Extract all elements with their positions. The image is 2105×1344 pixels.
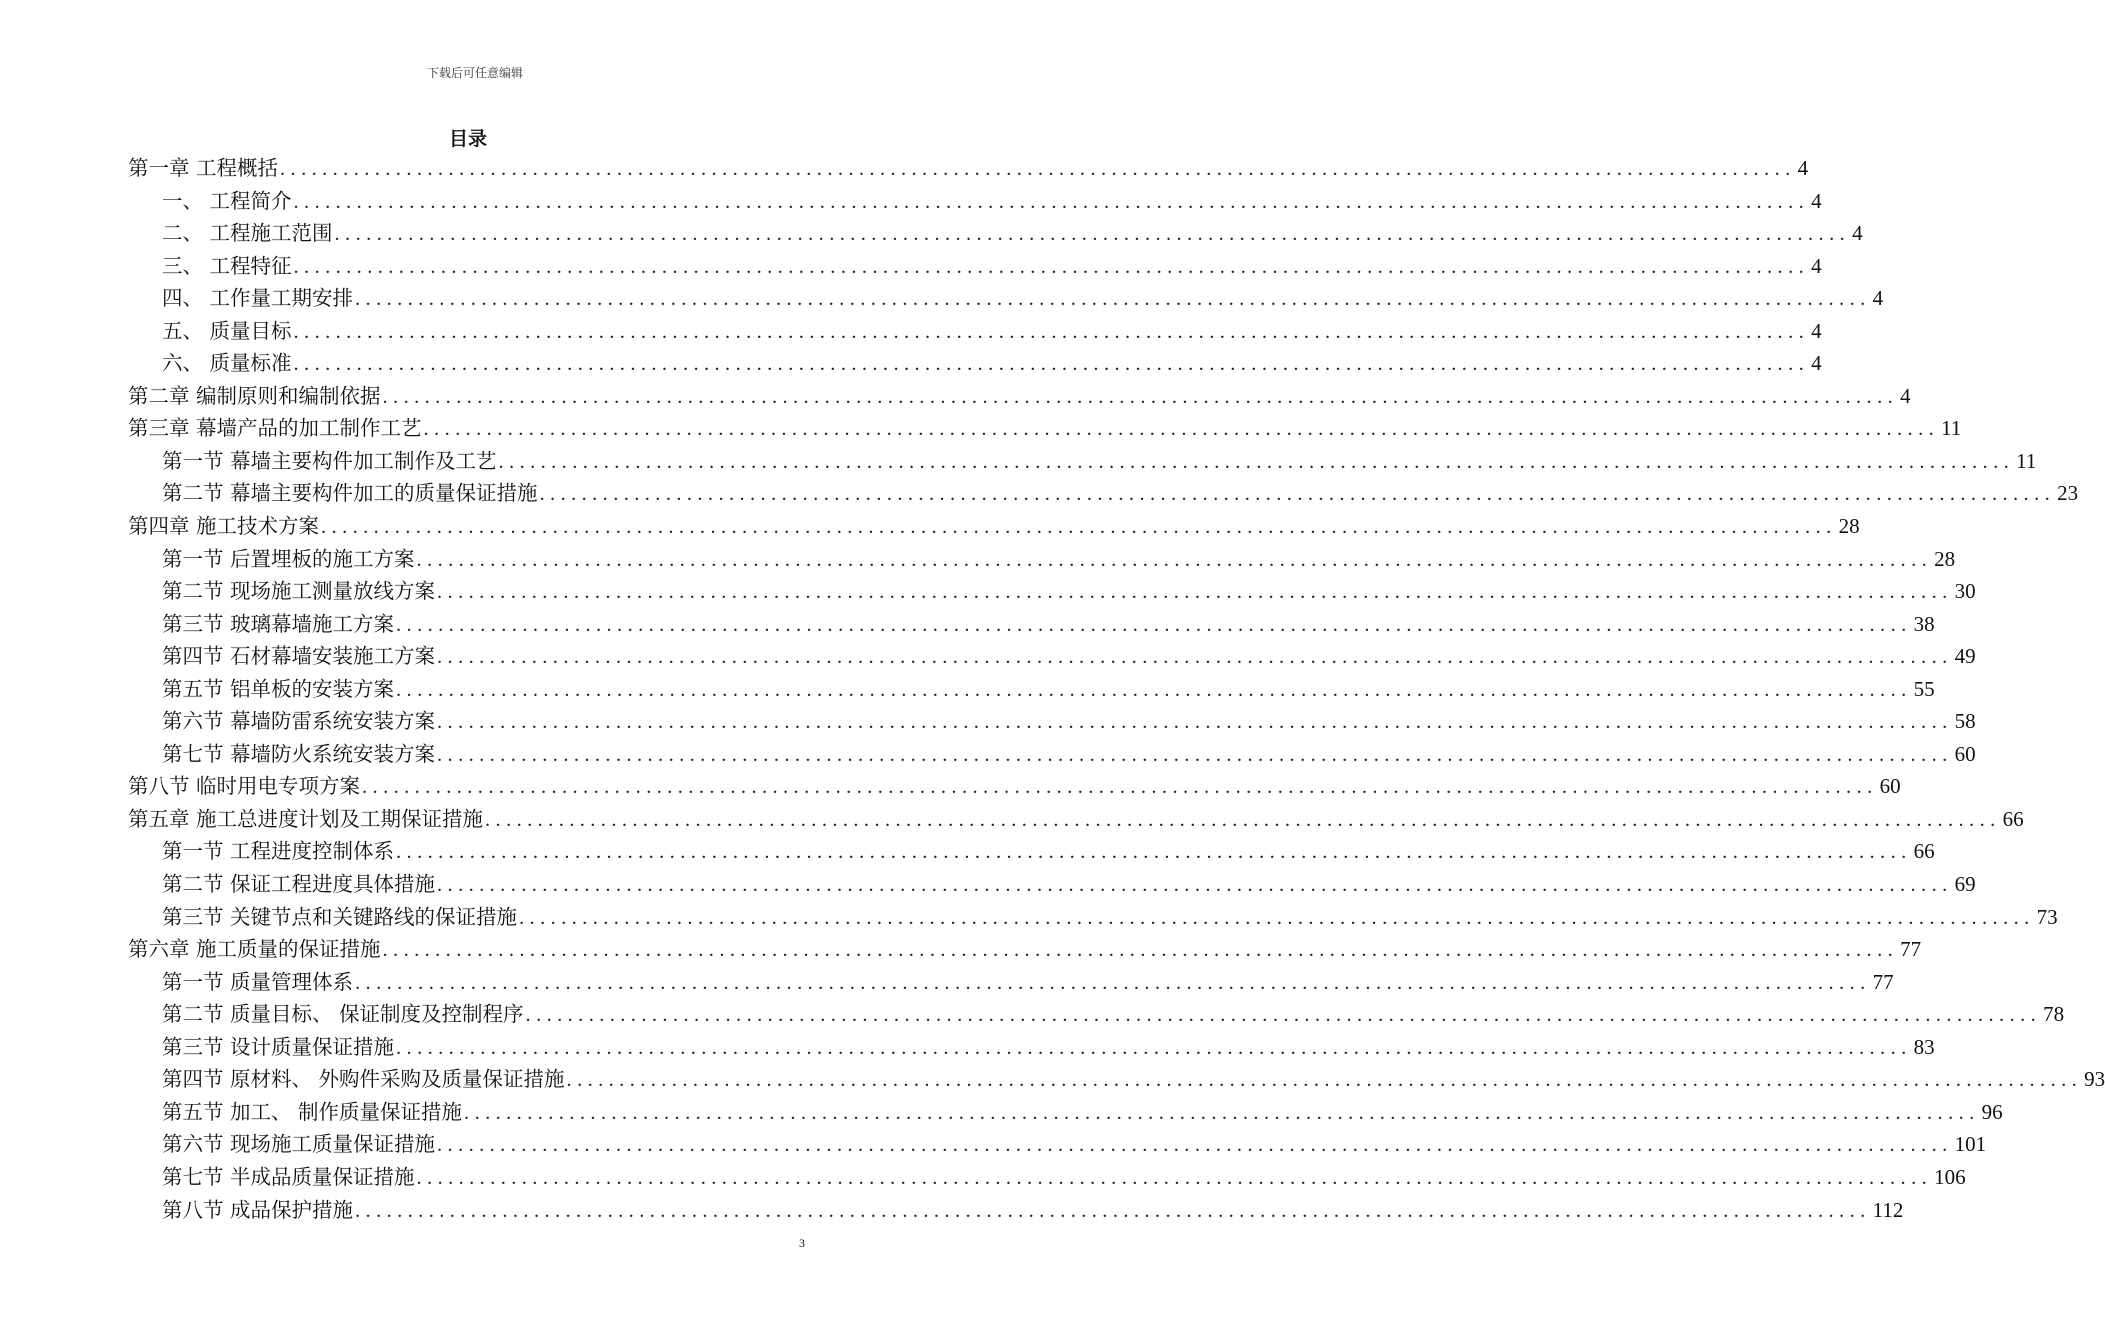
toc-dot-leader: ................................................................................................................................................ (464, 1101, 1980, 1124)
toc-entry-page: 4 (1852, 221, 1863, 246)
toc-entry[interactable] (128, 380, 1911, 413)
toc-entry[interactable] (128, 1194, 1904, 1227)
toc-dot-leader: ................................................................................................................................................ (321, 516, 1837, 539)
toc-entry[interactable] (128, 933, 1922, 966)
toc-dot-leader: ................................................................................................................................................ (437, 874, 1953, 897)
toc-entry-title: 第六节 幕墙防雷系统安装方案 (162, 709, 436, 734)
toc-entry-title: 第三节 玻璃幕墙施工方案 (162, 611, 395, 636)
toc-entry-title: 第八节 成品保护措施 (162, 1197, 354, 1222)
toc-entry[interactable] (128, 510, 1860, 543)
toc-dot-leader: ................................................................................................................................................ (293, 320, 1810, 343)
toc-entry[interactable] (128, 250, 1822, 283)
toc-entry-title: 第七节 幕墙防火系统安装方案 (162, 741, 436, 766)
toc-entry-title: 第五章 施工总进度计划及工期保证措施 (128, 806, 484, 831)
toc-dot-leader: ................................................................................................................................................ (423, 418, 1940, 441)
toc-dot-leader: ................................................................................................................................................ (362, 776, 1878, 799)
toc-dot-leader: ................................................................................................................................................ (437, 1134, 1953, 1157)
table-of-contents (128, 152, 2105, 1226)
toc-entry-title: 第五节 加工、 制作质量保证措施 (162, 1099, 463, 1124)
toc-entry-page: 77 (1872, 969, 1894, 994)
toc-entry-page: 4 (1797, 156, 1809, 180)
toc-dot-leader: ................................................................................................................................................ (498, 450, 2015, 473)
toc-dot-leader: ................................................................................................................................................ (437, 743, 1953, 766)
toc-entry-page: 106 (1934, 1164, 1966, 1189)
toc-entry-title: 三、 工程特征 (162, 253, 292, 278)
toc-entry-title: 第二章 编制原则和编制依据 (128, 383, 381, 408)
toc-entry[interactable] (128, 770, 1901, 803)
toc-entry-page: 66 (2002, 806, 2024, 831)
toc-entry-title: 一、 工程简介 (162, 188, 292, 213)
toc-entry[interactable] (128, 543, 1956, 576)
toc-entry-page: 77 (1900, 937, 1922, 962)
toc-entry-title: 第一节 幕墙主要构件加工制作及工艺 (162, 448, 497, 473)
toc-entry-page: 4 (1811, 318, 1822, 343)
toc-entry-page: 28 (1838, 514, 1860, 539)
toc-entry-title: 第一节 后置埋板的施工方案 (162, 546, 415, 571)
toc-entry[interactable] (128, 1096, 2003, 1129)
toc-entry-page: 11 (2016, 448, 2037, 473)
toc-entry[interactable] (128, 803, 2024, 836)
toc-entry-page: 112 (1872, 1197, 1904, 1222)
toc-dot-leader: ................................................................................................................................................ (437, 581, 1953, 604)
toc-dot-leader: ................................................................................................................................................ (293, 190, 1810, 213)
toc-entry-page: 66 (1913, 839, 1935, 864)
toc-entry[interactable] (128, 1063, 2105, 1096)
toc-entry-title: 第三章 幕墙产品的加工制作工艺 (128, 416, 422, 441)
toc-entry-page: 4 (1900, 383, 1911, 408)
toc-entry-title: 第五节 铝单板的安装方案 (162, 676, 395, 701)
toc-entry-page: 23 (2057, 481, 2079, 506)
toc-entry[interactable] (128, 282, 1884, 315)
toc-entry-title: 第七节 半成品质量保证措施 (162, 1164, 415, 1189)
toc-dot-leader: ................................................................................................................................................ (396, 841, 1912, 864)
toc-title: 目录 (448, 128, 487, 150)
toc-entry-page: 73 (2036, 904, 2058, 929)
toc-entry[interactable] (128, 1161, 1966, 1194)
toc-entry[interactable] (128, 575, 1976, 608)
toc-dot-leader: ................................................................................................................................................ (396, 1036, 1912, 1059)
toc-entry-title: 第三节 设计质量保证措施 (162, 1034, 395, 1059)
toc-entry-page: 83 (1913, 1034, 1935, 1059)
toc-dot-leader: ................................................................................................................................................ (293, 255, 1810, 278)
toc-entry-title: 第二节 幕墙主要构件加工的质量保证措施 (162, 481, 538, 506)
toc-entry-page: 4 (1811, 351, 1822, 376)
toc-entry[interactable] (128, 477, 2079, 510)
toc-entry[interactable] (128, 608, 1935, 641)
toc-entry[interactable] (128, 185, 1822, 218)
toc-entry-page: 4 (1811, 188, 1822, 213)
toc-entry[interactable] (128, 315, 1822, 348)
toc-entry[interactable] (128, 673, 1935, 706)
toc-entry[interactable] (128, 998, 2065, 1031)
toc-dot-leader: ................................................................................................................................................ (437, 646, 1953, 669)
toc-entry[interactable] (128, 901, 2058, 934)
toc-entry-page: 38 (1913, 611, 1935, 636)
toc-entry-page: 69 (1954, 872, 1976, 897)
toc-entry[interactable] (128, 1128, 1987, 1161)
toc-entry[interactable] (128, 347, 1822, 380)
toc-dot-leader: ................................................................................................................................................ (416, 1166, 1933, 1189)
toc-dot-leader: ................................................................................................................................................ (525, 1004, 2042, 1027)
toc-entry[interactable] (128, 966, 1894, 999)
toc-dot-leader: ................................................................................................................................................ (355, 1199, 1871, 1222)
toc-entry-page: 78 (2043, 1002, 2065, 1027)
toc-entry[interactable] (128, 412, 1962, 445)
toc-entry-page: 101 (1954, 1132, 1987, 1157)
toc-entry-page: 11 (1941, 416, 1962, 441)
toc-dot-leader: ................................................................................................................................................ (566, 1069, 2083, 1092)
toc-dot-leader: ................................................................................................................................................ (485, 808, 2001, 831)
toc-dot-leader: ................................................................................................................................................ (280, 158, 1796, 180)
toc-entry-title: 第一章 工程概括 (128, 156, 279, 180)
toc-dot-leader: ................................................................................................................................................ (519, 906, 2035, 929)
toc-entry-page: 4 (1872, 286, 1884, 311)
toc-entry-page: 49 (1954, 644, 1976, 669)
toc-entry-title: 第六节 现场施工质量保证措施 (162, 1132, 436, 1157)
toc-entry[interactable] (128, 1031, 1935, 1064)
toc-dot-leader: ................................................................................................................................................ (382, 939, 1899, 962)
toc-entry-title: 第四节 石材幕墙安装施工方案 (162, 644, 436, 669)
toc-entry-page: 60 (1879, 774, 1901, 799)
toc-entry-title: 四、 工作量工期安排 (162, 286, 354, 311)
toc-entry-title: 第六章 施工质量的保证措施 (128, 937, 381, 962)
toc-entry-title: 第二节 现场施工测量放线方案 (162, 579, 436, 604)
toc-entry-title: 六、 质量标准 (162, 351, 292, 376)
toc-entry-page: 28 (1934, 546, 1956, 571)
toc-entry[interactable] (128, 152, 1809, 185)
toc-dot-leader: ................................................................................................................................................ (355, 288, 1871, 311)
page-number: 3 (799, 1236, 805, 1250)
toc-entry-page: 60 (1954, 741, 1976, 766)
toc-dot-leader: ................................................................................................................................................ (396, 678, 1912, 701)
toc-dot-leader: ................................................................................................................................................ (355, 971, 1871, 994)
toc-dot-leader: ................................................................................................................................................ (437, 711, 1953, 734)
toc-entry-page: 4 (1811, 253, 1822, 278)
toc-entry-title: 第二节 质量目标、 保证制度及控制程序 (162, 1002, 524, 1027)
toc-entry-title: 第四章 施工技术方案 (128, 514, 320, 539)
toc-entry-page: 96 (1981, 1099, 2003, 1124)
toc-dot-leader: ................................................................................................................................................ (539, 483, 2056, 506)
toc-entry-title: 第三节 关键节点和关键路线的保证措施 (162, 904, 518, 929)
toc-entry[interactable] (128, 738, 1976, 771)
page-header-note: 下载后可任意编辑 (426, 66, 523, 80)
toc-entry[interactable] (128, 705, 1976, 738)
toc-entry-title: 第四节 原材料、 外购件采购及质量保证措施 (162, 1067, 565, 1092)
toc-dot-leader: ................................................................................................................................................ (416, 548, 1933, 571)
toc-entry-title: 第一节 工程进度控制体系 (162, 839, 395, 864)
toc-entry-title: 二、 工程施工范围 (162, 221, 333, 246)
toc-entry-title: 第一节 质量管理体系 (162, 969, 354, 994)
toc-entry-title: 第八节 临时用电专项方案 (128, 774, 361, 799)
toc-entry[interactable] (128, 217, 1863, 250)
toc-entry[interactable] (128, 640, 1976, 673)
toc-dot-leader: ................................................................................................................................................ (293, 353, 1810, 376)
toc-dot-leader: ................................................................................................................................................ (382, 385, 1899, 408)
toc-dot-leader: ................................................................................................................................................ (396, 613, 1912, 636)
toc-entry-page: 55 (1913, 676, 1935, 701)
toc-entry[interactable] (128, 835, 1935, 868)
toc-entry[interactable] (128, 445, 2037, 478)
toc-entry[interactable] (128, 868, 1976, 901)
toc-dot-leader: ................................................................................................................................................ (334, 223, 1851, 246)
toc-entry-title: 五、 质量目标 (162, 318, 292, 343)
toc-entry-page: 93 (2084, 1067, 2105, 1092)
toc-entry-title: 第二节 保证工程进度具体措施 (162, 872, 436, 897)
toc-entry-page: 30 (1954, 579, 1976, 604)
toc-entry-page: 58 (1954, 709, 1976, 734)
